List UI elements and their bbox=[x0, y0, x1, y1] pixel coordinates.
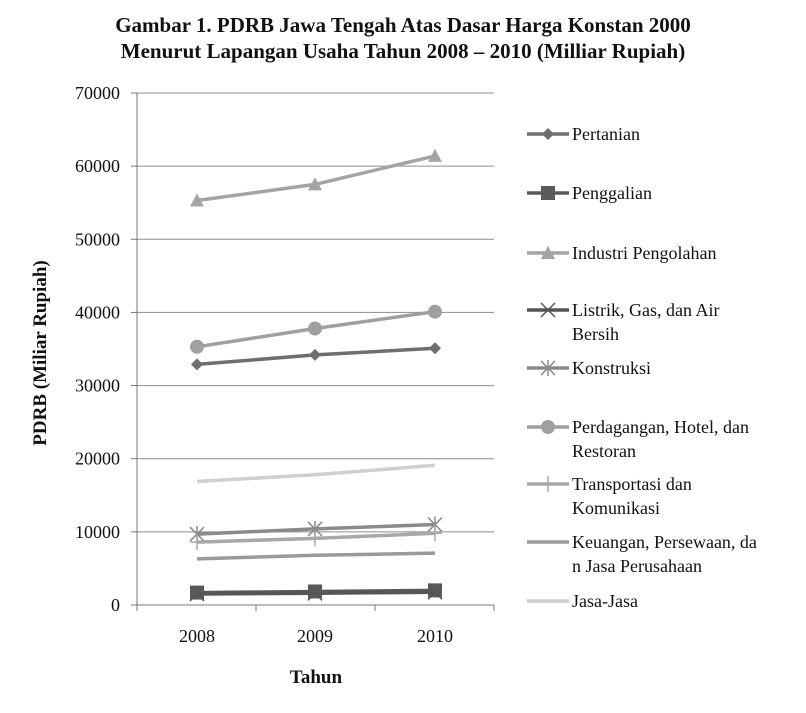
data-point bbox=[191, 358, 203, 370]
legend-label-line: Penggalian bbox=[572, 183, 652, 203]
y-tick-label: 0 bbox=[111, 595, 120, 615]
legend-label bbox=[572, 415, 804, 463]
legend-item bbox=[527, 415, 806, 465]
legend-marker bbox=[541, 420, 555, 434]
legend-item bbox=[527, 181, 806, 231]
legend-swatch bbox=[527, 415, 571, 439]
y-axis-title: PDRB (Miliar Rupiah) bbox=[30, 260, 51, 446]
data-point bbox=[428, 305, 442, 319]
legend-label-line: Industri Pengolahan bbox=[572, 243, 717, 263]
legend-swatch bbox=[527, 298, 571, 322]
y-tick-labels bbox=[75, 83, 120, 615]
chart-title-line-1: Gambar 1. PDRB Jawa Tengah Atas Dasar Harga Konstan 2000 bbox=[115, 13, 691, 37]
x-tick-label: 2010 bbox=[417, 626, 453, 646]
legend-label-line: Konstruksi bbox=[572, 358, 652, 378]
legend-item bbox=[527, 298, 806, 348]
data-point bbox=[190, 340, 204, 354]
y-tick-label: 70000 bbox=[75, 83, 120, 103]
legend-label-line: Bersih bbox=[572, 324, 619, 344]
legend-label bbox=[572, 356, 804, 380]
legend-label bbox=[572, 589, 804, 613]
legend-marker bbox=[541, 186, 555, 200]
legend-swatch bbox=[527, 530, 571, 554]
legend-swatch bbox=[527, 472, 571, 496]
data-point bbox=[308, 322, 322, 336]
legend-swatch bbox=[527, 181, 571, 205]
legend-label bbox=[572, 241, 804, 265]
data-point bbox=[190, 534, 204, 550]
legend-item bbox=[527, 241, 806, 291]
series-3 bbox=[190, 149, 442, 207]
x-axis-title: Tahun bbox=[289, 667, 343, 688]
data-point bbox=[429, 342, 441, 354]
series-8 bbox=[197, 553, 435, 559]
data-point bbox=[428, 525, 442, 541]
legend-label-line: Perdagangan, Hotel, dan bbox=[572, 417, 749, 437]
legend-swatch bbox=[527, 241, 571, 265]
legend-label-line: Pertanian bbox=[572, 124, 640, 144]
legend-label-line: Komunikasi bbox=[572, 498, 660, 518]
legend-item bbox=[527, 589, 806, 639]
legend-swatch bbox=[527, 589, 571, 613]
legend-label-line: Keuangan, Persewaan, da bbox=[572, 532, 757, 552]
legend-swatch bbox=[527, 356, 571, 380]
legend-swatch bbox=[527, 122, 571, 146]
series-line bbox=[197, 553, 435, 559]
y-tick-label: 30000 bbox=[75, 375, 120, 396]
legend-marker bbox=[541, 476, 555, 492]
x-tick-label: 2008 bbox=[179, 626, 215, 646]
data-point bbox=[309, 349, 321, 361]
legend-label-line: n Jasa Perusahaan bbox=[572, 556, 702, 576]
legend-label-line: Restoran bbox=[572, 441, 636, 461]
legend-label bbox=[572, 472, 804, 520]
series-9 bbox=[197, 465, 435, 481]
series-line bbox=[197, 156, 435, 201]
legend-label-line: Transportasi dan bbox=[572, 474, 692, 494]
series-group bbox=[190, 149, 442, 601]
legend-item bbox=[527, 472, 806, 522]
y-tick-label: 10000 bbox=[75, 521, 120, 542]
series-line bbox=[197, 465, 435, 481]
legend-label-line: Listrik, Gas, dan Air bbox=[572, 300, 720, 320]
legend-label bbox=[572, 530, 804, 578]
legend-marker bbox=[542, 128, 554, 140]
legend-label bbox=[572, 181, 804, 205]
y-tick-label: 20000 bbox=[75, 448, 120, 469]
legend-label bbox=[572, 298, 804, 346]
y-tick-label: 60000 bbox=[75, 156, 120, 177]
legend-label bbox=[572, 122, 804, 146]
legend-item bbox=[527, 122, 806, 172]
y-tick-label: 40000 bbox=[75, 302, 120, 323]
series-1 bbox=[191, 342, 441, 370]
chart-title-line-2: Menurut Lapangan Usaha Tahun 2008 – 2010 (Milliar Rupiah) bbox=[120, 39, 686, 63]
legend-item bbox=[527, 356, 806, 406]
y-tick-label: 50000 bbox=[75, 229, 120, 250]
data-point bbox=[428, 583, 442, 597]
x-tick-labels bbox=[179, 626, 453, 646]
legend-item bbox=[527, 530, 806, 580]
x-tick-label: 2009 bbox=[297, 626, 333, 646]
data-point bbox=[308, 584, 322, 598]
legend-label-line: Jasa-Jasa bbox=[572, 591, 638, 611]
